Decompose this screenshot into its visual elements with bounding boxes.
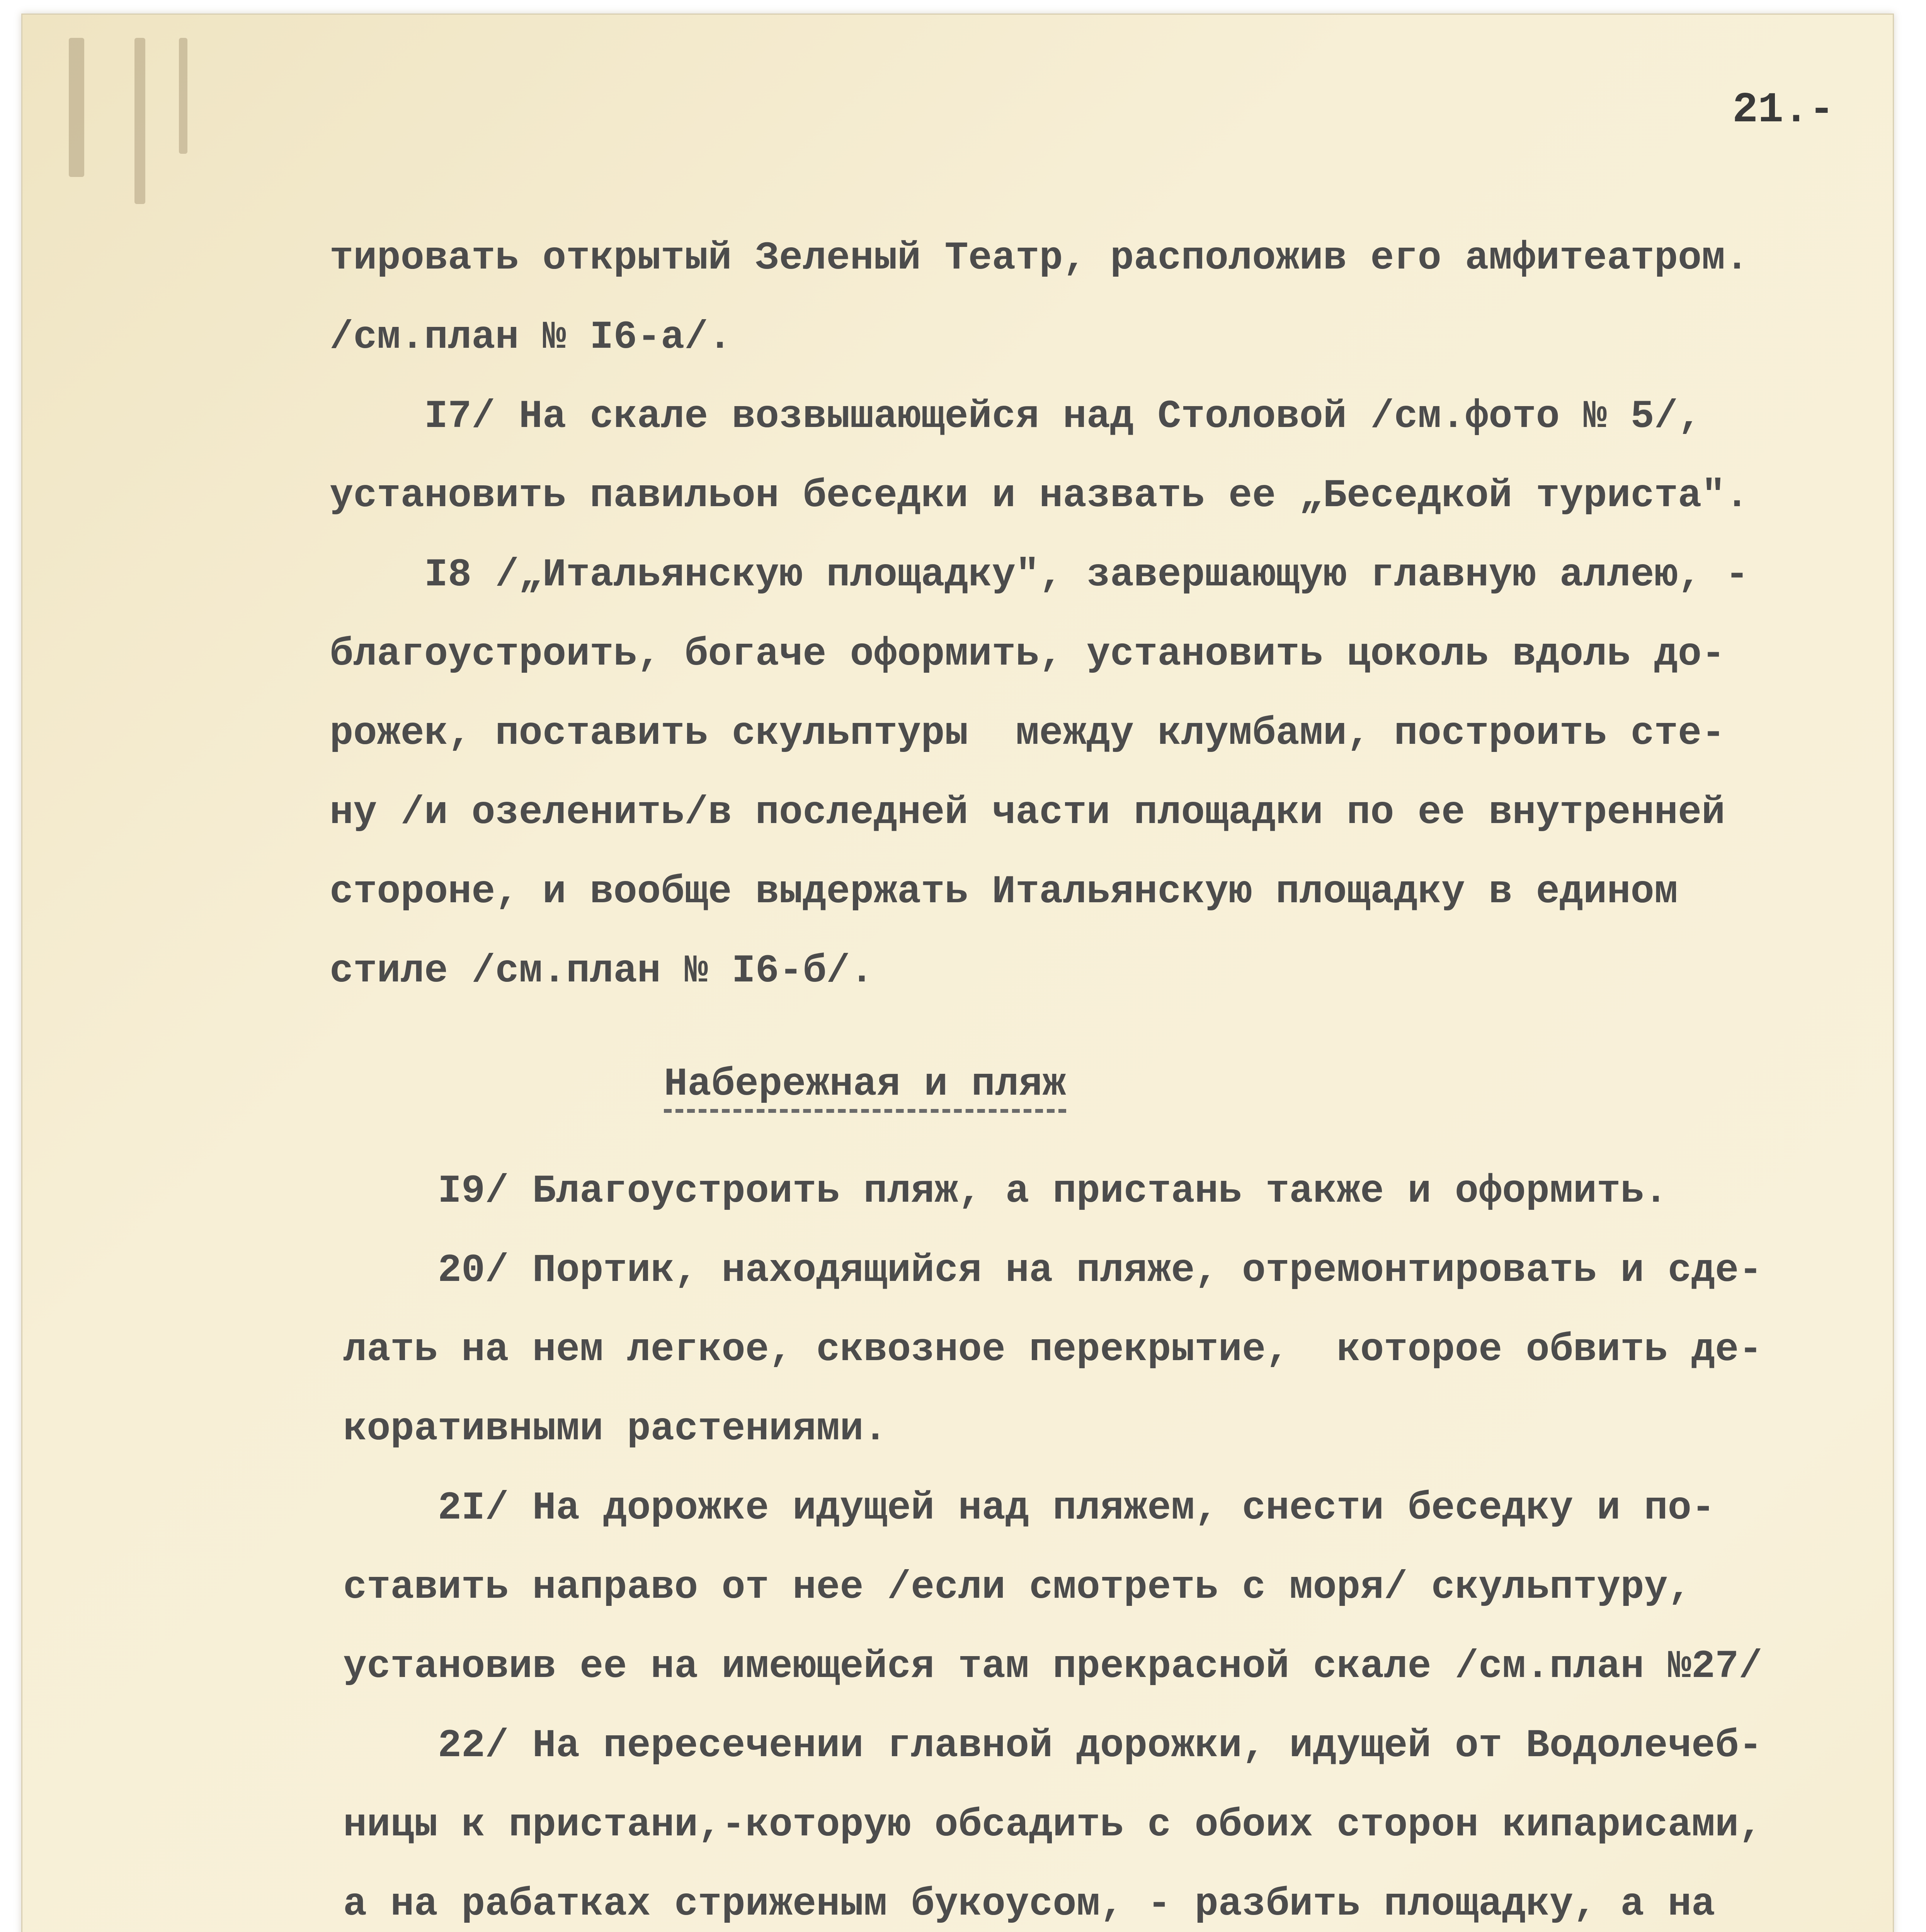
- text-line: установить павильон беседки и назвать ее „Беседкой туриста".: [330, 473, 1749, 518]
- section-heading: Набережная и пляж: [664, 1062, 1066, 1113]
- text-line: I9/ Благоустроить пляж, а пристань также и оформить.: [343, 1169, 1668, 1214]
- text-line: установив ее на имеющейся там прекрасной скале /см.план №27/: [343, 1644, 1763, 1689]
- text-line: ну /и озеленить/в последней части площадки по ее внутренней: [330, 790, 1725, 835]
- text-line: 2I/ На дорожке идущей над пляжем, снести беседку и по-: [343, 1486, 1715, 1531]
- text-line: стиле /см.план № I6-б/.: [330, 949, 874, 993]
- text-line: 22/ На пересечении главной дорожки, идущей от Водолечеб-: [343, 1723, 1763, 1768]
- text-line: лать на нем легкое, сквозное перекрытие, которое обвить де-: [343, 1327, 1763, 1372]
- paper-stain: [179, 38, 187, 154]
- text-line: а на рабатках стриженым букоусом, - разбить площадку, а на: [343, 1882, 1715, 1927]
- text-line: /см.план № I6-а/.: [330, 315, 732, 360]
- paper-stain: [69, 38, 84, 177]
- text-line: благоустроить, богаче оформить, установить цоколь вдоль до-: [330, 632, 1725, 677]
- text-line: 20/ Портик, находящийся на пляже, отремонтировать и сде-: [343, 1248, 1763, 1293]
- text-line: ницы к пристани,-которую обсадить с обоих сторон кипарисами,: [343, 1803, 1763, 1847]
- paper-stain: [134, 38, 145, 204]
- text-line: рожек, поставить скульптуры между клумбами, построить сте-: [330, 711, 1725, 756]
- document-sheet: [21, 14, 1894, 1932]
- text-line: стороне, и вообще выдержать Итальянскую площадку в едином: [330, 869, 1678, 914]
- text-line: коративными растениями.: [343, 1406, 887, 1451]
- text-line: тировать открытый Зеленый Театр, расположив его амфитеатром.: [330, 236, 1749, 281]
- text-line: ставить направо от нее /если смотреть с моря/ скульптуру,: [343, 1565, 1691, 1610]
- page-number: 21.-: [1732, 86, 1835, 134]
- text-line: I8 /„Итальянскую площадку", завершающую главную аллею, -: [330, 553, 1749, 597]
- text-line: I7/ На скале возвышающейся над Столовой /см.фото № 5/,: [330, 394, 1702, 439]
